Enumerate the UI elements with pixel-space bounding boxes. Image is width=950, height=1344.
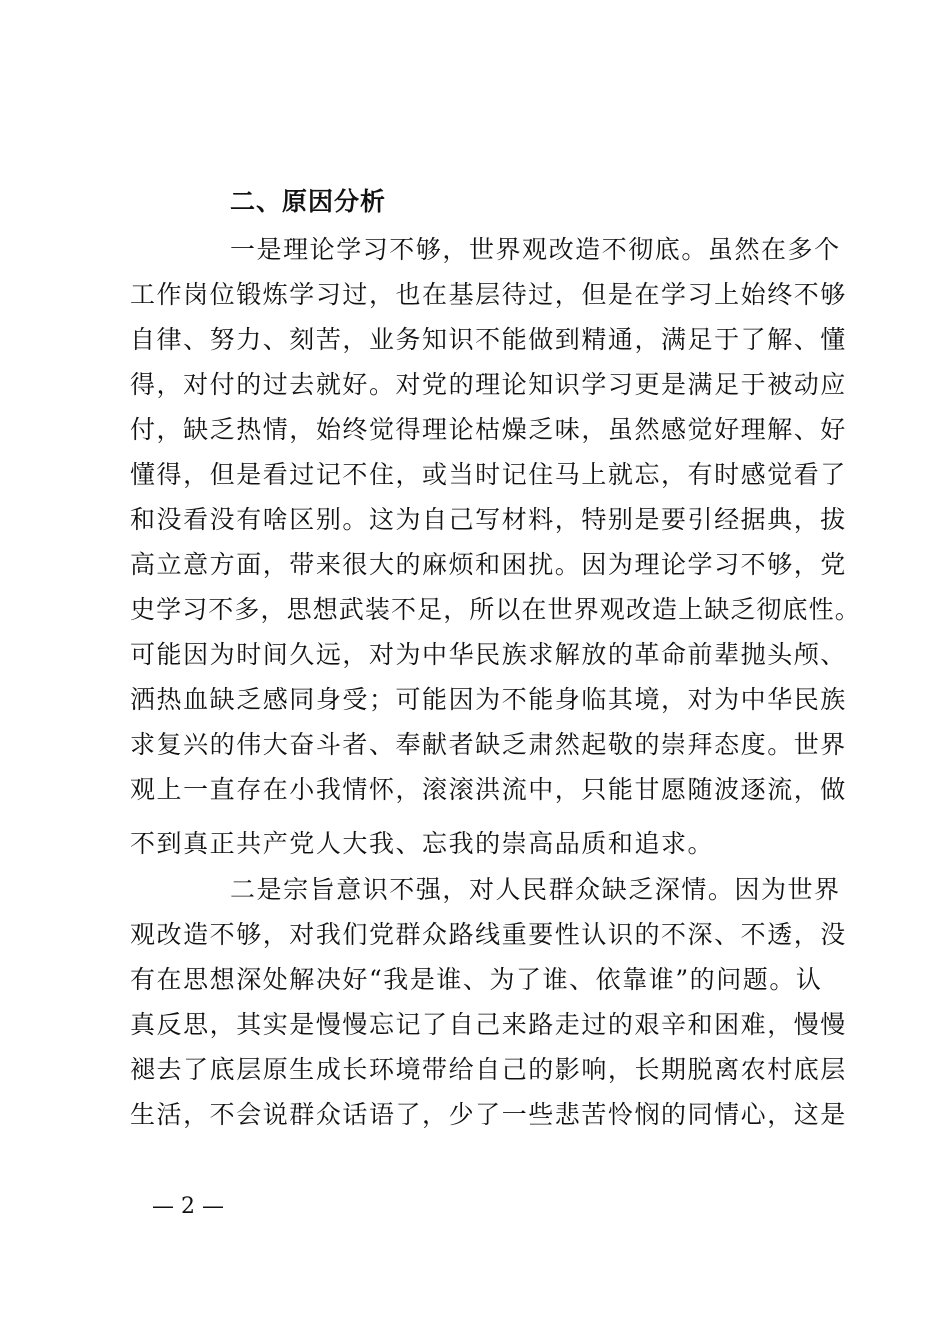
paragraph-1-line: 史学习不多，思想武装不足，所以在世界观改造上缺乏彻底性。 (130, 595, 861, 624)
paragraph-1-line: 观上一直存在小我情怀，滚滚洪流中，只能甘愿随波逐流，做 (130, 775, 847, 804)
paragraph-2-line: 真反思，其实是慢慢忘记了自己来路走过的艰辛和困难，慢慢 (130, 1010, 847, 1039)
paragraph-1-line: 求复兴的伟大奋斗者、奉献者缺乏肃然起敬的崇拜态度。世界 (130, 730, 847, 759)
paragraph-2-line: 生活，不会说群众话语了，少了一些悲苦怜悯的同情心，这是 (130, 1100, 847, 1129)
paragraph-1-line: 一是理论学习不够，世界观改造不彻底。虽然在多个 (230, 235, 841, 264)
paragraph-2-line: 观改造不够，对我们党群众路线重要性认识的不深、不透，没 (130, 920, 847, 949)
paragraph-1-line: 洒热血缺乏感同身受；可能因为不能身临其境，对为中华民族 (130, 685, 847, 714)
paragraph-1-line: 得，对付的过去就好。对党的理论知识学习更是满足于被动应 (130, 370, 847, 399)
paragraph-1-line: 自律、努力、刻苦，业务知识不能做到精通，满足于了解、懂 (130, 325, 847, 354)
paragraph-1-line: 懂得，但是看过记不住，或当时记住马上就忘，有时感觉看了 (130, 460, 847, 489)
paragraph-1-line: 付，缺乏热情，始终觉得理论枯燥乏味，虽然感觉好理解、好 (130, 415, 847, 444)
paragraph-2-line: 褪去了底层原生成长环境带给自己的影响，长期脱离农村底层 (130, 1055, 847, 1084)
page-number: — 2 — (152, 1194, 224, 1219)
paragraph-1-line: 可能因为时间久远，对为中华民族求解放的革命前辈抛头颅、 (130, 640, 847, 669)
paragraph-1-line: 高立意方面，带来很大的麻烦和困扰。因为理论学习不够，党 (130, 550, 847, 579)
paragraph-1-line: 不到真正共产党人大我、忘我的崇高品质和追求。 (130, 829, 715, 858)
paragraph-1-line: 和没看没有啥区别。这为自己写材料，特别是要引经据典，拔 (130, 505, 847, 534)
paragraph-2-line: 有在思想深处解决好“我是谁、为了谁、依靠谁”的问题。认 (130, 965, 823, 994)
section-heading: 二、原因分析 (230, 187, 387, 216)
paragraph-2-line: 二是宗旨意识不强，对人民群众缺乏深情。因为世界 (230, 875, 841, 904)
paragraph-1-line: 工作岗位锻炼学习过，也在基层待过，但是在学习上始终不够 (130, 280, 847, 309)
